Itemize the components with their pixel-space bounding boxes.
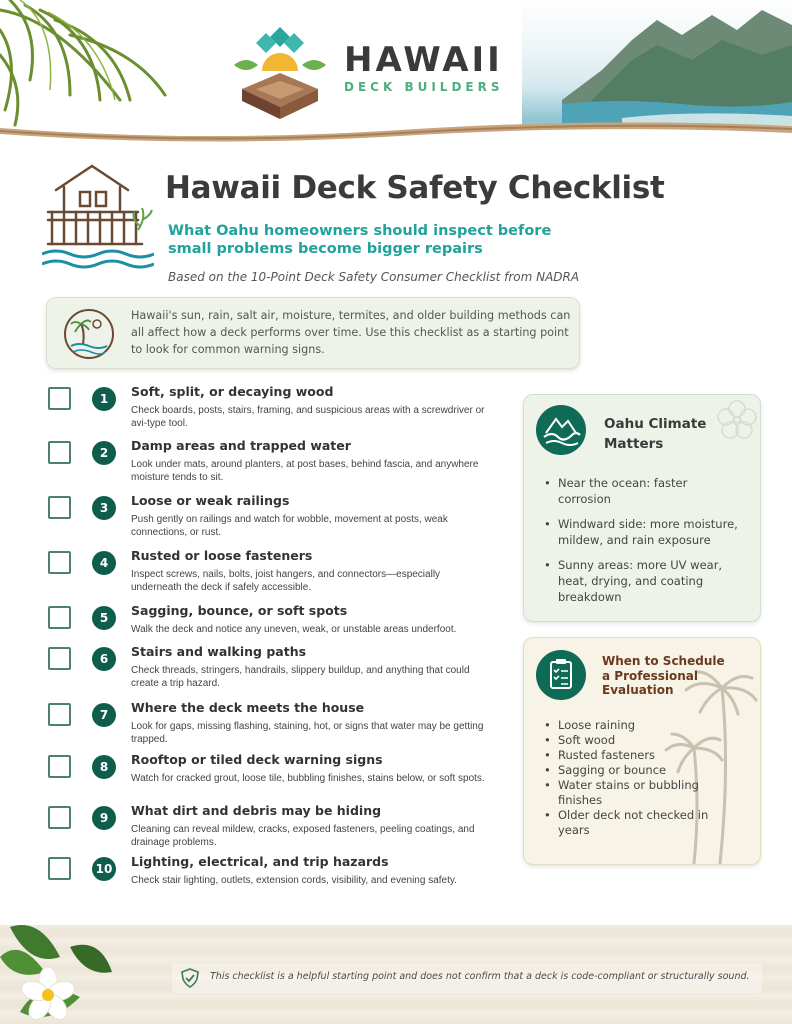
wave-mountain-icon (536, 405, 586, 455)
schedule-item: • Older deck not checked in years (542, 808, 712, 838)
page-subtitle: What Oahu homeowners should inspect before small problems become bigger repairs (168, 223, 552, 257)
climate-sidebar (523, 394, 761, 622)
checkbox[interactable] (48, 806, 71, 829)
checkbox[interactable] (48, 857, 71, 880)
climate-list (542, 475, 742, 614)
disclaimer-banner (172, 963, 762, 993)
item-description: Look for gaps, missing flashing, staining, hot, or signs that water may be getting trapped. (131, 721, 484, 745)
climate-item: • Windward side: more moisture, mildew, and rain exposure (542, 516, 742, 548)
sand-wave-divider (0, 108, 792, 160)
item-number: 1 (92, 387, 116, 411)
item-title: Rusted or loose fasteners (131, 548, 313, 563)
island-sun-icon (63, 308, 115, 360)
checkbox[interactable] (48, 755, 71, 778)
item-description: Walk the deck and notice any uneven, weak, or unstable areas underfoot. (131, 624, 457, 635)
hibiscus-icon (716, 399, 758, 441)
item-number: 6 (92, 647, 116, 671)
schedule-item: • Water stains or bubbling finishes (542, 778, 712, 808)
item-title: What dirt and debris may be hiding (131, 803, 382, 818)
item-description: Check boards, posts, stairs, framing, and suspicious areas with a screwdriver or avi-type tool. (131, 405, 485, 429)
item-title: Lighting, electrical, and trip hazards (131, 854, 389, 869)
schedule-item: • Loose raining (542, 718, 712, 733)
source-note: Based on the 10-Point Deck Safety Consumer Checklist from NADRA (168, 270, 580, 284)
item-number: 5 (92, 606, 116, 630)
schedule-item: • Soft wood (542, 733, 712, 748)
intro-text: Hawaii's sun, rain, salt air, moisture, termites, and older building methods can all affect how a deck performs over time. Use this checklist as a starting point to look for common warning signs. (131, 309, 571, 356)
item-title: Soft, split, or decaying wood (131, 384, 334, 399)
checkbox[interactable] (48, 551, 71, 574)
schedule-sidebar (523, 637, 761, 865)
item-description: Check threads, stringers, handrails, slippery buildup, and anything that could create a trip hazard. (131, 665, 470, 689)
schedule-item: • Rusted fasteners (542, 748, 712, 763)
checkbox[interactable] (48, 606, 71, 629)
item-number: 10 (92, 857, 116, 881)
climate-item: • Near the ocean: faster corrosion (542, 475, 742, 507)
item-number: 3 (92, 496, 116, 520)
checkbox[interactable] (48, 441, 71, 464)
intro-box (46, 297, 580, 369)
page-header (0, 0, 792, 160)
schedule-list (542, 718, 712, 838)
page-title: Hawaii Deck Safety Checklist (165, 170, 665, 206)
item-number: 4 (92, 551, 116, 575)
brand-name: HAWAII (344, 40, 503, 80)
page-footer (0, 925, 792, 1024)
brand-tagline: DECK BUILDERS (344, 80, 504, 94)
schedule-title: When to Schedule a Professional Evaluation (602, 654, 725, 697)
checkbox[interactable] (48, 387, 71, 410)
item-description: Watch for cracked grout, loose tile, bubbling finishes, stains below, or soft spots. (131, 773, 485, 784)
disclaimer-text: This checklist is a helpful starting point and does not confirm that a deck is code-compliant or structurally sound. (210, 971, 750, 982)
climate-title: Oahu Climate Matters (604, 416, 707, 452)
item-description: Inspect screws, nails, bolts, joist hangers, and connectors—especially underneath the deck if safely accessible. (131, 569, 441, 593)
clipboard-icon (536, 650, 586, 700)
checkbox[interactable] (48, 647, 71, 670)
item-number: 2 (92, 441, 116, 465)
item-title: Damp areas and trapped water (131, 438, 351, 453)
item-number: 8 (92, 755, 116, 779)
item-title: Stairs and walking paths (131, 644, 307, 659)
item-description: Push gently on railings and watch for wobble, movement at posts, weak connections, or rust. (131, 514, 448, 538)
item-title: Where the deck meets the house (131, 700, 365, 715)
checkbox[interactable] (48, 703, 71, 726)
item-number: 9 (92, 806, 116, 830)
climate-item: • Sunny areas: more UV wear, heat, drying, and coating breakdown (542, 557, 742, 605)
beach-house-icon (42, 160, 154, 270)
item-title: Sagging, bounce, or soft spots (131, 603, 348, 618)
item-description: Cleaning can reveal mildew, cracks, exposed fasteners, peeling coatings, and drainage problems. (131, 824, 475, 848)
schedule-item: • Sagging or bounce (542, 763, 712, 778)
item-title: Loose or weak railings (131, 493, 290, 508)
item-description: Look under mats, around planters, at post bases, behind fascia, and anywhere moisture tends to sit. (131, 459, 479, 483)
item-description: Check stair lighting, outlets, extension cords, visibility, and evening safety. (131, 875, 457, 886)
brand-logo (232, 25, 328, 120)
plumeria-flower-icon (0, 917, 120, 1024)
item-number: 7 (92, 703, 116, 727)
shield-check-icon (180, 968, 200, 988)
checkbox[interactable] (48, 496, 71, 519)
item-title: Rooftop or tiled deck warning signs (131, 752, 383, 767)
